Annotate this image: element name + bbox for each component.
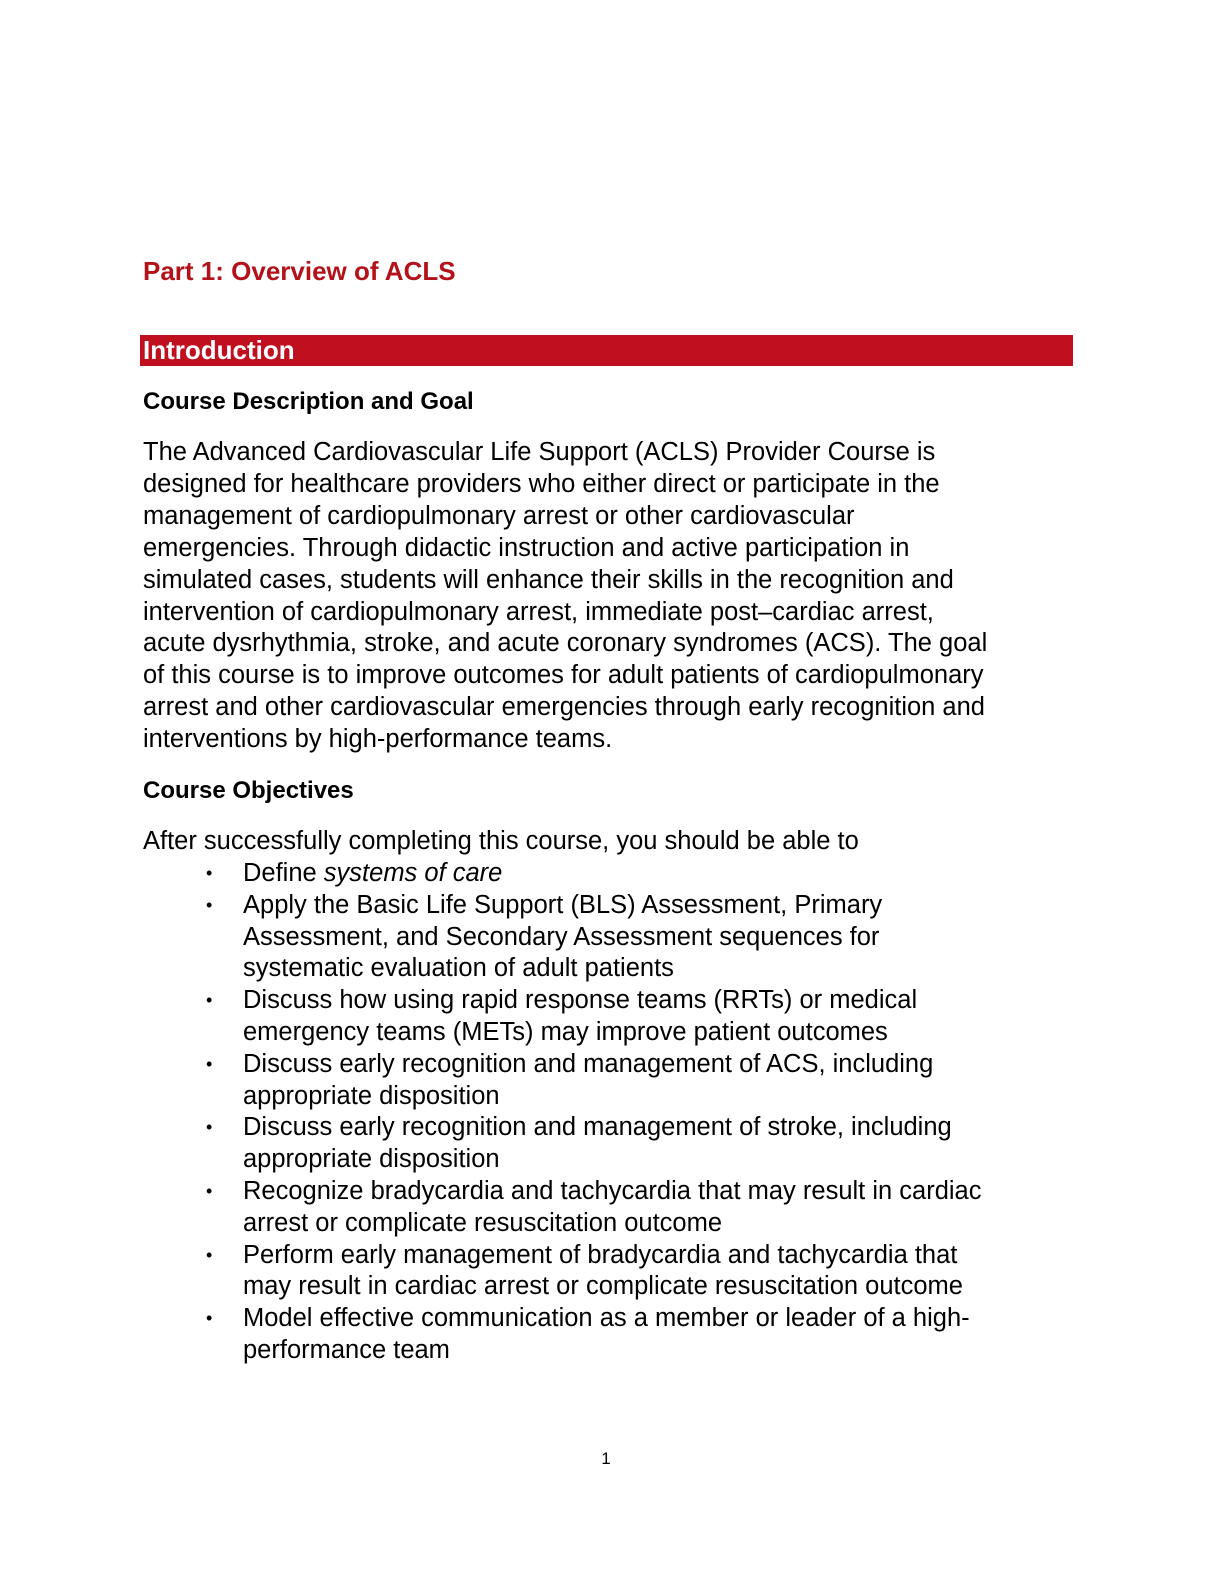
item-text-line: Discuss early recognition and management of ACS, including (243, 1049, 934, 1078)
bullet-icon: • (206, 1308, 213, 1329)
item-text-line: appropriate disposition (243, 1081, 500, 1110)
list-item (206, 985, 981, 1049)
item-text-line: performance team (243, 1335, 450, 1364)
item-italic-text: systems of care (323, 859, 503, 887)
bullet-icon: • (206, 1117, 213, 1138)
bullet-icon: • (206, 894, 213, 915)
item-text-line: Model effective communication as a member or leader of a high- (243, 1304, 970, 1333)
list-item (206, 858, 981, 890)
bullet-icon: • (206, 1180, 213, 1201)
bullet-icon: • (206, 1244, 213, 1265)
page-number: 1 (601, 1449, 611, 1468)
paragraph-line: acute dysrhythmia, stroke, and acute coronary syndromes (ACS). The goal (143, 629, 988, 658)
paragraph-line: The Advanced Cardiovascular Life Support (ACLS) Provider Course is (143, 438, 936, 466)
list-item (206, 890, 981, 985)
bullet-icon: • (206, 990, 213, 1011)
list-item (206, 1176, 982, 1240)
section-bar-title: Introduction (143, 335, 295, 365)
item-text-line: Discuss early recognition and management of stroke, including (243, 1113, 952, 1142)
description-heading: Course Description and Goal (143, 388, 474, 415)
item-text: Define (243, 859, 324, 887)
item-text-line: Discuss how using rapid response teams (RRTs) or medical (243, 986, 918, 1015)
item-text-line: Recognize bradycardia and tachycardia that may result in cardiac (243, 1176, 982, 1205)
paragraph-line: management of cardiopulmonary arrest or other cardiovascular (143, 501, 855, 530)
paragraph-line: emergencies. Through didactic instruction and active participation in (143, 533, 910, 562)
part-title: Part 1: Overview of ACLS (143, 256, 456, 286)
objectives-list (206, 858, 982, 1367)
item-text-line: Perform early management of bradycardia and tachycardia that (243, 1240, 958, 1269)
paragraph-line: intervention of cardiopulmonary arrest, immediate post–cardiac arrest, (143, 597, 934, 626)
list-item (206, 1240, 981, 1304)
paragraph-line: arrest and other cardiovascular emergencies through early recognition and (143, 693, 985, 722)
list-item (206, 1112, 981, 1176)
list-item (206, 1049, 981, 1113)
objectives-intro: After successfully completing this course, you should be able to (143, 827, 859, 855)
item-text-line: arrest or complicate resuscitation outcome (243, 1208, 723, 1237)
item-text-line: Assessment, and Secondary Assessment sequences for (243, 922, 880, 951)
item-text-line: appropriate disposition (243, 1145, 500, 1174)
paragraph-line: simulated cases, students will enhance their skills in the recognition and (143, 565, 954, 594)
item-text-line: may result in cardiac arrest or complicate resuscitation outcome (243, 1272, 963, 1301)
bullet-icon: • (206, 863, 213, 883)
item-text-line: emergency teams (METs) may improve patient outcomes (243, 1017, 888, 1046)
bullet-icon: • (206, 1053, 213, 1074)
list-item (206, 1303, 981, 1367)
item-text-line: systematic evaluation of adult patients (243, 954, 674, 983)
item-text-line: Apply the Basic Life Support (BLS) Assessment, Primary (243, 890, 883, 919)
objectives-heading: Course Objectives (143, 777, 354, 804)
section-bar (140, 335, 1073, 366)
description-paragraph (143, 437, 987, 756)
paragraph-line: interventions by high-performance teams. (143, 725, 613, 754)
paragraph-line: of this course is to improve outcomes for adult patients of cardiopulmonary (143, 661, 984, 690)
paragraph-line: designed for healthcare providers who either direct or participate in the (143, 469, 940, 498)
